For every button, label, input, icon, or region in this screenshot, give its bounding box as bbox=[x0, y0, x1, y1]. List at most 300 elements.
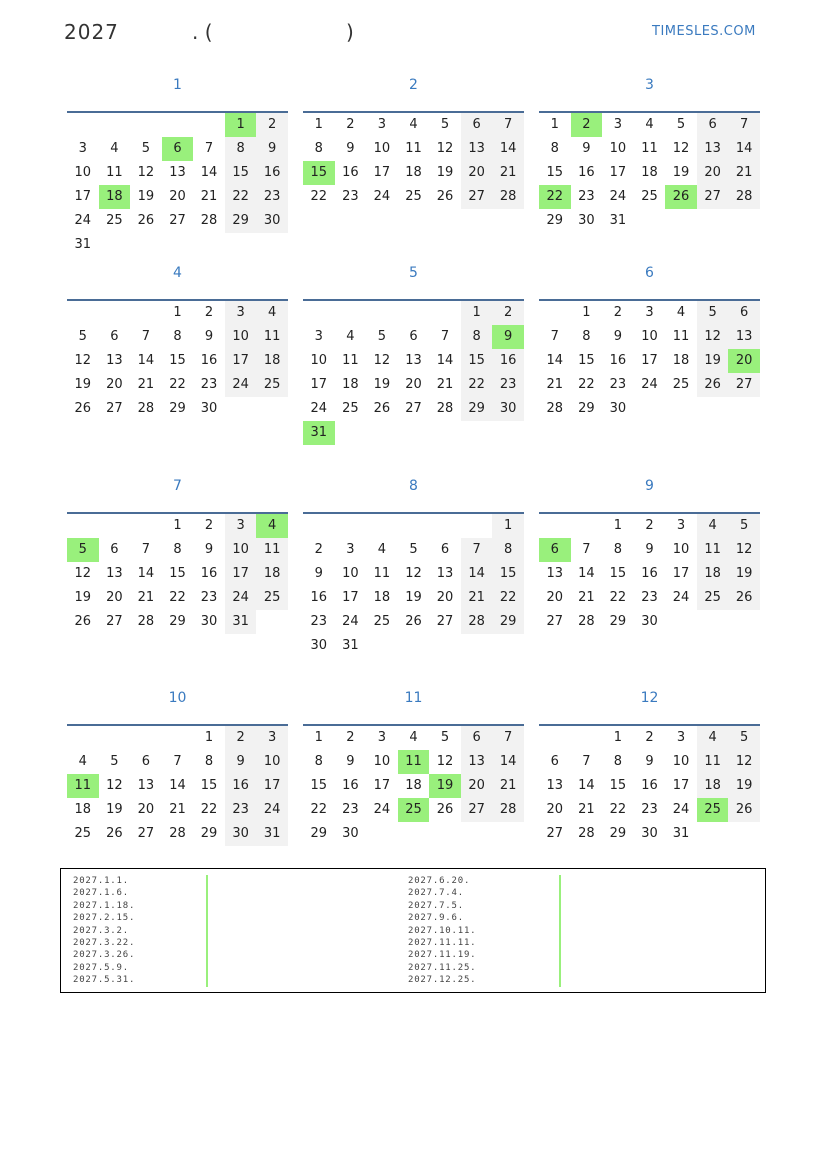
day-cell: 5 bbox=[78, 329, 87, 344]
day-cell: 31 bbox=[256, 822, 288, 846]
day-cell: 18 bbox=[697, 774, 729, 798]
day-cell: 25 bbox=[256, 586, 288, 610]
empty-cell bbox=[398, 634, 430, 658]
day-cell: 2 bbox=[256, 113, 288, 137]
empty-cell bbox=[539, 514, 571, 538]
day-cell: 12 bbox=[373, 353, 391, 368]
month-title: 5 bbox=[303, 261, 524, 301]
day-cell: 12 bbox=[436, 754, 454, 769]
month-title: 12 bbox=[539, 686, 760, 726]
day-cell: 8 bbox=[582, 329, 591, 344]
empty-cell bbox=[366, 301, 398, 325]
day-cell: 25 bbox=[641, 189, 658, 204]
day-cell: 19 bbox=[373, 377, 391, 392]
day-cell: 10 bbox=[373, 754, 391, 769]
day-cell: 10 bbox=[342, 566, 359, 581]
day-cell: 15 bbox=[225, 161, 257, 185]
holiday-day-cell: 1 bbox=[225, 113, 257, 137]
day-cell: 26 bbox=[436, 189, 454, 204]
day-cell: 22 bbox=[609, 590, 627, 605]
day-cell: 24 bbox=[256, 798, 288, 822]
day-cell: 27 bbox=[546, 826, 564, 841]
month-day-grid bbox=[67, 301, 288, 421]
month-day-grid bbox=[67, 514, 288, 634]
day-cell: 4 bbox=[697, 726, 729, 750]
day-cell: 16 bbox=[578, 165, 595, 180]
empty-cell bbox=[130, 113, 162, 137]
day-cell: 14 bbox=[200, 165, 218, 180]
empty-cell bbox=[492, 634, 524, 658]
day-cell: 16 bbox=[342, 778, 359, 793]
day-cell: 22 bbox=[169, 377, 186, 392]
day-cell: 7 bbox=[141, 329, 151, 344]
day-cell: 15 bbox=[461, 349, 493, 373]
day-cell: 28 bbox=[436, 401, 454, 416]
day-cell: 18 bbox=[342, 377, 359, 392]
day-cell: 22 bbox=[310, 189, 328, 204]
day-cell: 30 bbox=[200, 401, 218, 416]
day-cell: 21 bbox=[137, 377, 155, 392]
month-7 bbox=[67, 474, 288, 634]
empty-cell bbox=[366, 421, 398, 445]
day-cell: 31 bbox=[672, 826, 690, 841]
day-cell: 17 bbox=[225, 349, 257, 373]
month-day-grid bbox=[539, 726, 760, 846]
day-cell: 20 bbox=[436, 590, 454, 605]
empty-cell bbox=[193, 113, 225, 137]
day-cell: 20 bbox=[137, 802, 155, 817]
day-cell: 11 bbox=[256, 538, 288, 562]
day-cell: 30 bbox=[310, 638, 328, 653]
day-cell: 9 bbox=[645, 754, 654, 769]
day-cell: 28 bbox=[546, 401, 564, 416]
day-cell: 22 bbox=[609, 802, 627, 817]
day-cell: 29 bbox=[225, 209, 257, 233]
day-cell: 29 bbox=[578, 401, 595, 416]
empty-cell bbox=[99, 301, 131, 325]
empty-cell bbox=[162, 113, 194, 137]
day-cell: 24 bbox=[225, 586, 257, 610]
day-cell: 1 bbox=[173, 305, 182, 320]
day-cell: 15 bbox=[546, 165, 564, 180]
empty-cell bbox=[67, 113, 99, 137]
day-cell: 17 bbox=[672, 778, 690, 793]
day-cell: 11 bbox=[256, 325, 288, 349]
day-cell: 15 bbox=[169, 566, 186, 581]
day-cell: 17 bbox=[672, 566, 690, 581]
day-cell: 30 bbox=[342, 826, 359, 841]
day-cell: 4 bbox=[409, 730, 418, 745]
month-10 bbox=[67, 686, 288, 846]
day-cell: 2 bbox=[613, 305, 623, 320]
day-cell: 11 bbox=[342, 353, 359, 368]
day-cell: 25 bbox=[342, 401, 359, 416]
day-cell: 26 bbox=[74, 401, 92, 416]
day-cell: 16 bbox=[256, 161, 288, 185]
day-cell: 11 bbox=[697, 750, 729, 774]
day-cell: 27 bbox=[405, 401, 422, 416]
day-cell: 23 bbox=[609, 377, 627, 392]
day-cell: 28 bbox=[492, 798, 524, 822]
month-day-grid bbox=[539, 113, 760, 233]
day-cell: 7 bbox=[173, 754, 182, 769]
day-cell: 6 bbox=[110, 542, 119, 557]
holiday-day-cell: 6 bbox=[162, 137, 194, 161]
day-cell: 16 bbox=[200, 353, 218, 368]
day-cell: 24 bbox=[672, 802, 690, 817]
day-cell: 11 bbox=[641, 141, 658, 156]
day-cell: 26 bbox=[728, 586, 760, 610]
brand-link[interactable]: TIMESLES.COM bbox=[652, 24, 756, 39]
day-cell: 5 bbox=[676, 117, 686, 132]
day-cell: 20 bbox=[169, 189, 186, 204]
day-cell: 12 bbox=[672, 141, 690, 156]
empty-cell bbox=[366, 822, 398, 846]
month-title: 2 bbox=[303, 73, 524, 113]
holiday-date: 2027.7.5. bbox=[408, 900, 464, 911]
day-cell: 8 bbox=[492, 538, 524, 562]
empty-cell bbox=[697, 397, 729, 421]
day-cell: 9 bbox=[204, 542, 214, 557]
day-cell: 14 bbox=[137, 566, 155, 581]
day-cell: 22 bbox=[225, 185, 257, 209]
day-cell: 19 bbox=[728, 774, 760, 798]
day-cell: 13 bbox=[169, 165, 186, 180]
empty-cell bbox=[335, 514, 367, 538]
day-cell: 13 bbox=[728, 325, 760, 349]
empty-cell bbox=[697, 610, 729, 634]
empty-cell bbox=[429, 634, 461, 658]
empty-cell bbox=[461, 822, 493, 846]
day-cell: 10 bbox=[609, 141, 627, 156]
empty-cell bbox=[429, 301, 461, 325]
month-day-grid bbox=[303, 726, 524, 846]
empty-cell bbox=[429, 822, 461, 846]
day-cell: 2 bbox=[492, 301, 524, 325]
empty-cell bbox=[303, 514, 335, 538]
empty-cell bbox=[461, 514, 493, 538]
day-cell: 19 bbox=[436, 165, 454, 180]
day-cell: 5 bbox=[728, 514, 760, 538]
day-cell: 29 bbox=[169, 614, 186, 629]
empty-cell bbox=[492, 421, 524, 445]
day-cell: 9 bbox=[314, 566, 323, 581]
day-cell: 2 bbox=[346, 117, 355, 132]
day-cell: 9 bbox=[225, 750, 257, 774]
day-cell: 5 bbox=[440, 117, 450, 132]
day-cell: 20 bbox=[405, 377, 422, 392]
day-cell: 17 bbox=[256, 774, 288, 798]
empty-cell bbox=[130, 301, 162, 325]
day-cell: 14 bbox=[546, 353, 564, 368]
day-cell: 31 bbox=[342, 638, 359, 653]
empty-cell bbox=[728, 209, 760, 233]
day-cell: 27 bbox=[106, 614, 123, 629]
day-cell: 29 bbox=[310, 826, 328, 841]
day-cell: 29 bbox=[200, 826, 218, 841]
empty-cell bbox=[99, 233, 131, 257]
day-cell: 26 bbox=[74, 614, 92, 629]
day-cell: 29 bbox=[461, 397, 493, 421]
day-cell: 8 bbox=[550, 141, 559, 156]
day-cell: 13 bbox=[546, 778, 564, 793]
day-cell: 3 bbox=[377, 730, 387, 745]
day-cell: 4 bbox=[110, 141, 119, 156]
day-cell: 5 bbox=[110, 754, 119, 769]
holiday-date: 2027.5.31. bbox=[73, 975, 136, 986]
day-cell: 8 bbox=[314, 141, 323, 156]
day-cell: 20 bbox=[546, 590, 564, 605]
day-cell: 18 bbox=[641, 165, 658, 180]
day-cell: 4 bbox=[409, 117, 418, 132]
empty-cell bbox=[99, 113, 131, 137]
empty-cell bbox=[335, 421, 367, 445]
empty-cell bbox=[67, 514, 99, 538]
day-cell: 7 bbox=[141, 542, 151, 557]
day-cell: 22 bbox=[578, 377, 595, 392]
empty-cell bbox=[335, 301, 367, 325]
day-cell: 28 bbox=[461, 610, 493, 634]
day-cell: 6 bbox=[409, 329, 418, 344]
day-cell: 16 bbox=[492, 349, 524, 373]
day-cell: 21 bbox=[461, 586, 493, 610]
holiday-day-cell: 11 bbox=[67, 774, 99, 798]
day-cell: 6 bbox=[461, 113, 493, 137]
day-cell: 12 bbox=[728, 750, 760, 774]
day-cell: 21 bbox=[578, 590, 595, 605]
day-cell: 24 bbox=[310, 401, 328, 416]
month-title: 4 bbox=[67, 261, 288, 301]
day-cell: 29 bbox=[609, 614, 627, 629]
day-cell: 10 bbox=[672, 542, 690, 557]
day-cell: 9 bbox=[613, 329, 623, 344]
day-cell: 14 bbox=[578, 778, 595, 793]
day-cell: 27 bbox=[546, 614, 564, 629]
empty-cell bbox=[571, 514, 603, 538]
day-cell: 7 bbox=[582, 542, 591, 557]
day-cell: 26 bbox=[373, 401, 391, 416]
day-cell: 10 bbox=[672, 754, 690, 769]
day-cell: 12 bbox=[728, 538, 760, 562]
day-cell: 24 bbox=[641, 377, 658, 392]
day-cell: 11 bbox=[672, 329, 690, 344]
day-cell: 12 bbox=[74, 566, 92, 581]
day-cell: 6 bbox=[697, 113, 729, 137]
day-cell: 21 bbox=[492, 774, 524, 798]
day-cell: 23 bbox=[641, 590, 658, 605]
day-cell: 14 bbox=[492, 137, 524, 161]
holiday-date: 2027.9.6. bbox=[408, 913, 464, 924]
holiday-date: 2027.11.11. bbox=[408, 937, 477, 948]
day-cell: 17 bbox=[373, 165, 391, 180]
day-cell: 27 bbox=[169, 213, 186, 228]
empty-cell bbox=[67, 301, 99, 325]
holiday-date: 2027.1.6. bbox=[73, 888, 129, 899]
day-cell: 21 bbox=[169, 802, 186, 817]
day-cell: 10 bbox=[225, 325, 257, 349]
month-day-grid bbox=[67, 726, 288, 846]
day-cell: 3 bbox=[78, 141, 87, 156]
day-cell: 4 bbox=[256, 301, 288, 325]
holiday-day-cell: 26 bbox=[665, 185, 697, 209]
day-cell: 13 bbox=[461, 750, 493, 774]
day-cell: 21 bbox=[436, 377, 454, 392]
day-cell: 24 bbox=[373, 802, 391, 817]
holiday-date: 2027.2.15. bbox=[73, 913, 136, 924]
holiday-day-cell: 9 bbox=[492, 325, 524, 349]
day-cell: 24 bbox=[672, 590, 690, 605]
day-cell: 24 bbox=[609, 189, 627, 204]
day-cell: 7 bbox=[492, 113, 524, 137]
day-cell: 3 bbox=[346, 542, 355, 557]
day-cell: 25 bbox=[373, 614, 391, 629]
day-cell: 5 bbox=[440, 730, 450, 745]
empty-cell bbox=[366, 634, 398, 658]
day-cell: 5 bbox=[377, 329, 387, 344]
day-cell: 26 bbox=[436, 802, 454, 817]
month-title: 6 bbox=[539, 261, 760, 301]
holiday-marker-bar-right bbox=[559, 875, 561, 987]
day-cell: 28 bbox=[578, 614, 595, 629]
day-cell: 5 bbox=[141, 141, 151, 156]
day-cell: 23 bbox=[200, 377, 218, 392]
holiday-date: 2027.11.19. bbox=[408, 950, 477, 961]
day-cell: 21 bbox=[728, 161, 760, 185]
day-cell: 1 bbox=[582, 305, 591, 320]
holiday-day-cell: 11 bbox=[398, 750, 430, 774]
day-cell: 15 bbox=[492, 562, 524, 586]
day-cell: 15 bbox=[200, 778, 218, 793]
day-cell: 12 bbox=[405, 566, 422, 581]
empty-cell bbox=[225, 397, 257, 421]
holiday-day-cell: 6 bbox=[539, 538, 571, 562]
empty-cell bbox=[67, 726, 99, 750]
day-cell: 30 bbox=[641, 614, 658, 629]
day-cell: 19 bbox=[74, 377, 92, 392]
empty-cell bbox=[256, 397, 288, 421]
day-cell: 22 bbox=[200, 802, 218, 817]
day-cell: 2 bbox=[346, 730, 355, 745]
month-day-grid bbox=[303, 113, 524, 209]
month-12 bbox=[539, 686, 760, 846]
month-title: 7 bbox=[67, 474, 288, 514]
day-cell: 27 bbox=[106, 401, 123, 416]
day-cell: 21 bbox=[200, 189, 218, 204]
day-cell: 5 bbox=[728, 726, 760, 750]
day-cell: 23 bbox=[578, 189, 595, 204]
month-title: 10 bbox=[67, 686, 288, 726]
day-cell: 14 bbox=[137, 353, 155, 368]
day-cell: 18 bbox=[405, 778, 422, 793]
day-cell: 8 bbox=[461, 325, 493, 349]
day-cell: 2 bbox=[204, 305, 214, 320]
day-cell: 11 bbox=[405, 141, 422, 156]
empty-cell bbox=[130, 514, 162, 538]
day-cell: 28 bbox=[578, 826, 595, 841]
empty-cell bbox=[99, 514, 131, 538]
day-cell: 18 bbox=[672, 353, 690, 368]
holiday-day-cell: 19 bbox=[429, 774, 461, 798]
day-cell: 28 bbox=[137, 614, 155, 629]
day-cell: 16 bbox=[641, 566, 658, 581]
month-title: 3 bbox=[539, 73, 760, 113]
day-cell: 6 bbox=[728, 301, 760, 325]
day-cell: 7 bbox=[461, 538, 493, 562]
month-title: 11 bbox=[303, 686, 524, 726]
holiday-marker-bar-left bbox=[206, 875, 208, 987]
day-cell: 1 bbox=[550, 117, 559, 132]
holiday-day-cell: 15 bbox=[303, 161, 335, 185]
day-cell: 27 bbox=[137, 826, 155, 841]
day-cell: 26 bbox=[728, 798, 760, 822]
day-cell: 8 bbox=[173, 542, 182, 557]
day-cell: 22 bbox=[461, 373, 493, 397]
day-cell: 27 bbox=[461, 185, 493, 209]
day-cell: 18 bbox=[373, 590, 391, 605]
day-cell: 9 bbox=[346, 141, 355, 156]
holiday-date: 2027.10.11. bbox=[408, 925, 477, 936]
empty-cell bbox=[256, 233, 288, 257]
day-cell: 17 bbox=[225, 562, 257, 586]
day-cell: 18 bbox=[697, 562, 729, 586]
day-cell: 27 bbox=[461, 798, 493, 822]
holiday-date: 2027.3.2. bbox=[73, 925, 129, 936]
month-11 bbox=[303, 686, 524, 846]
month-9 bbox=[539, 474, 760, 634]
day-cell: 27 bbox=[436, 614, 454, 629]
day-cell: 20 bbox=[697, 161, 729, 185]
day-cell: 23 bbox=[492, 373, 524, 397]
day-cell: 10 bbox=[225, 538, 257, 562]
day-cell: 8 bbox=[204, 754, 214, 769]
empty-cell bbox=[539, 726, 571, 750]
day-cell: 25 bbox=[256, 373, 288, 397]
month-day-grid bbox=[303, 514, 524, 658]
empty-cell bbox=[728, 822, 760, 846]
day-cell: 5 bbox=[409, 542, 418, 557]
day-cell: 5 bbox=[697, 301, 729, 325]
day-cell: 20 bbox=[461, 774, 493, 798]
holiday-date: 2027.3.26. bbox=[73, 950, 136, 961]
month-title: 9 bbox=[539, 474, 760, 514]
day-cell: 16 bbox=[609, 353, 627, 368]
empty-cell bbox=[398, 301, 430, 325]
holiday-date: 2027.7.4. bbox=[408, 888, 464, 899]
day-cell: 25 bbox=[405, 189, 422, 204]
day-cell: 3 bbox=[256, 726, 288, 750]
day-cell: 16 bbox=[342, 165, 359, 180]
day-cell: 10 bbox=[373, 141, 391, 156]
holiday-day-cell: 25 bbox=[697, 798, 729, 822]
day-cell: 13 bbox=[461, 137, 493, 161]
day-cell: 18 bbox=[256, 562, 288, 586]
day-cell: 12 bbox=[74, 353, 92, 368]
day-cell: 17 bbox=[609, 165, 627, 180]
day-cell: 14 bbox=[461, 562, 493, 586]
holiday-date: 2027.12.25. bbox=[408, 975, 477, 986]
day-cell: 28 bbox=[200, 213, 218, 228]
empty-cell bbox=[461, 634, 493, 658]
day-cell: 13 bbox=[697, 137, 729, 161]
day-cell: 20 bbox=[461, 161, 493, 185]
day-cell: 25 bbox=[697, 586, 729, 610]
day-cell: 28 bbox=[492, 185, 524, 209]
day-cell: 2 bbox=[645, 518, 654, 533]
empty-cell bbox=[162, 233, 194, 257]
month-title: 1 bbox=[67, 73, 288, 113]
day-cell: 12 bbox=[697, 325, 729, 349]
day-cell: 15 bbox=[609, 778, 627, 793]
